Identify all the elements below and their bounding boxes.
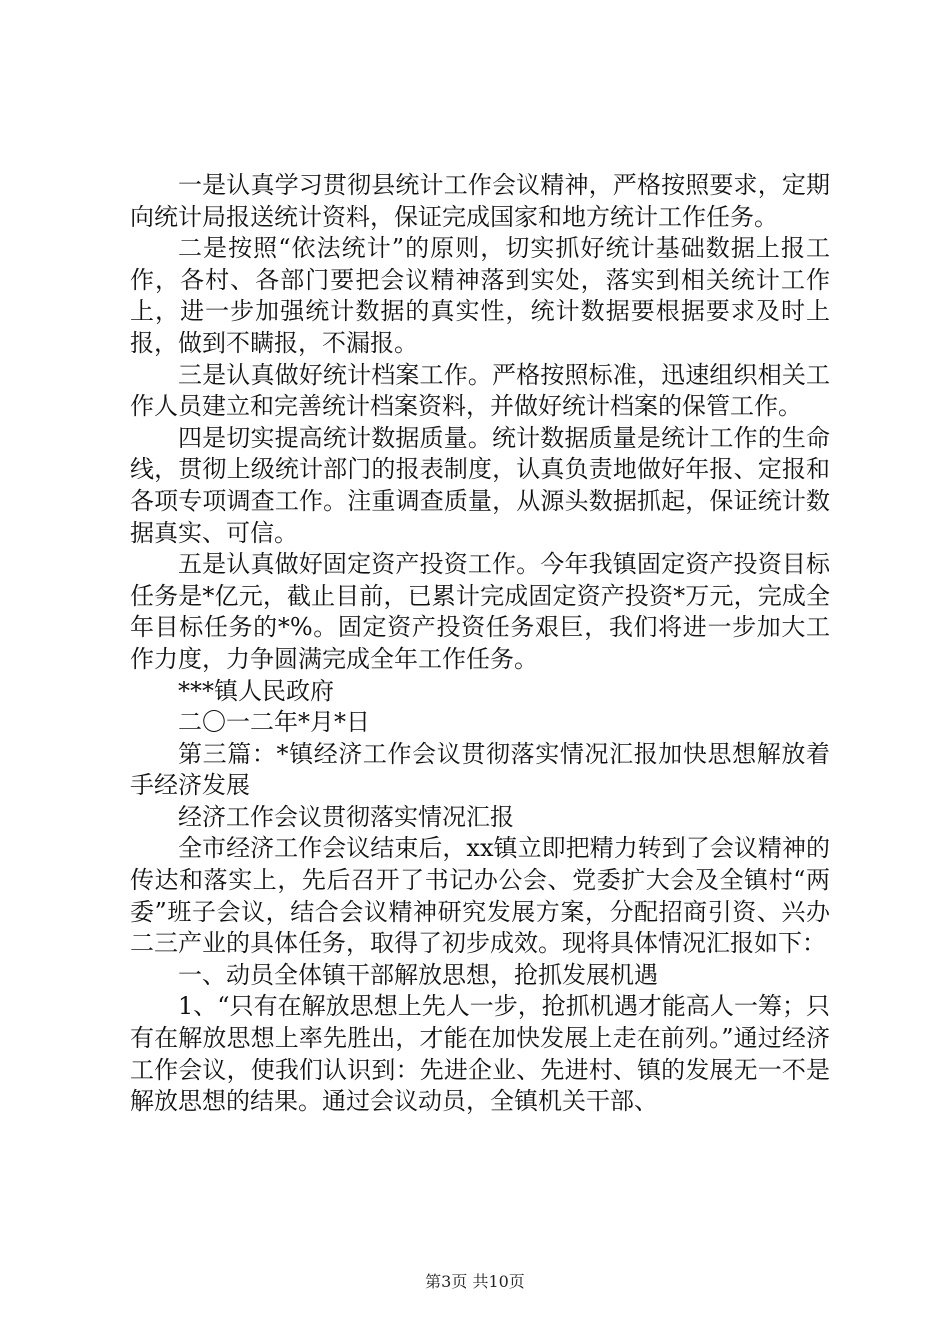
subheading-mobilize: 一、动员全体镇干部解放思想，抢抓发展机遇 [178, 960, 658, 989]
paragraph-stats-2: 二是按照“依法统计”的原则，切实抓好统计基础数据上报工作，各村、各部门要把会议精神落到实处，落实到相关统计工作上，进一步加强统计数据的真实性，统计数据要根据要求及时上报，做到不瞒报，不漏报。 [130, 234, 830, 357]
signature-organization: ***镇人民政府 [178, 676, 334, 705]
paragraph-report-intro: 全市经济工作会议结束后，xx镇立即把精力转到了会议精神的传达和落实上，先后召开了书记办公会、党委扩大会及全镇村“两委”班子会议，结合会议精神研究发展方案，分配招商引资、兴办二三产业的具体任务，取得了初步成效。现将具体情况汇报如下： [130, 834, 830, 958]
page-number-footer: 第3页 共10页 [425, 1272, 525, 1291]
paragraph-point-1: 1、“只有在解放思想上先人一步，抢抓机遇才能高人一筹；只有在解放思想上率先胜出，才能在加快发展上走在前列。”通过经济工作会议，使我们认识到：先进企业、先进村、镇的发展无一不是解放思想的结果。通过会议动员，全镇机关干部、 [130, 992, 830, 1116]
paragraph-stats-4: 四是切实提高统计数据质量。统计数据质量是统计工作的生命线，贯彻上级统计部门的报表制度，认真负责地做好年报、定报和各项专项调查工作。注重调查质量，从源头数据抓起，保证统计数据真实、可信。 [130, 423, 830, 547]
paragraph-stats-3: 三是认真做好统计档案工作。严格按照标准，迅速组织相关工作人员建立和完善统计档案资料，并做好统计档案的保管工作。 [130, 360, 830, 421]
section-heading: 第三篇：*镇经济工作会议贯彻落实情况汇报加快思想解放着手经济发展 [130, 739, 830, 800]
signature-date: 二〇一二年*月*日 [178, 708, 370, 737]
paragraph-stats-1: 一是认真学习贯彻县统计工作会议精神，严格按照要求，定期向统计局报送统计资料，保证完成国家和地方统计工作任务。 [130, 171, 830, 231]
document-body [130, 170, 830, 1118]
report-title: 经济工作会议贯彻落实情况汇报 [178, 802, 514, 831]
paragraph-stats-5: 五是认真做好固定资产投资工作。今年我镇固定资产投资目标任务是*亿元，截止目前，已累计完成固定资产投资*万元，完成全年目标任务的*%。固定资产投资任务艰巨，我们将进一步加大工作力度，力争圆满完成全年工作任务。 [130, 550, 830, 673]
